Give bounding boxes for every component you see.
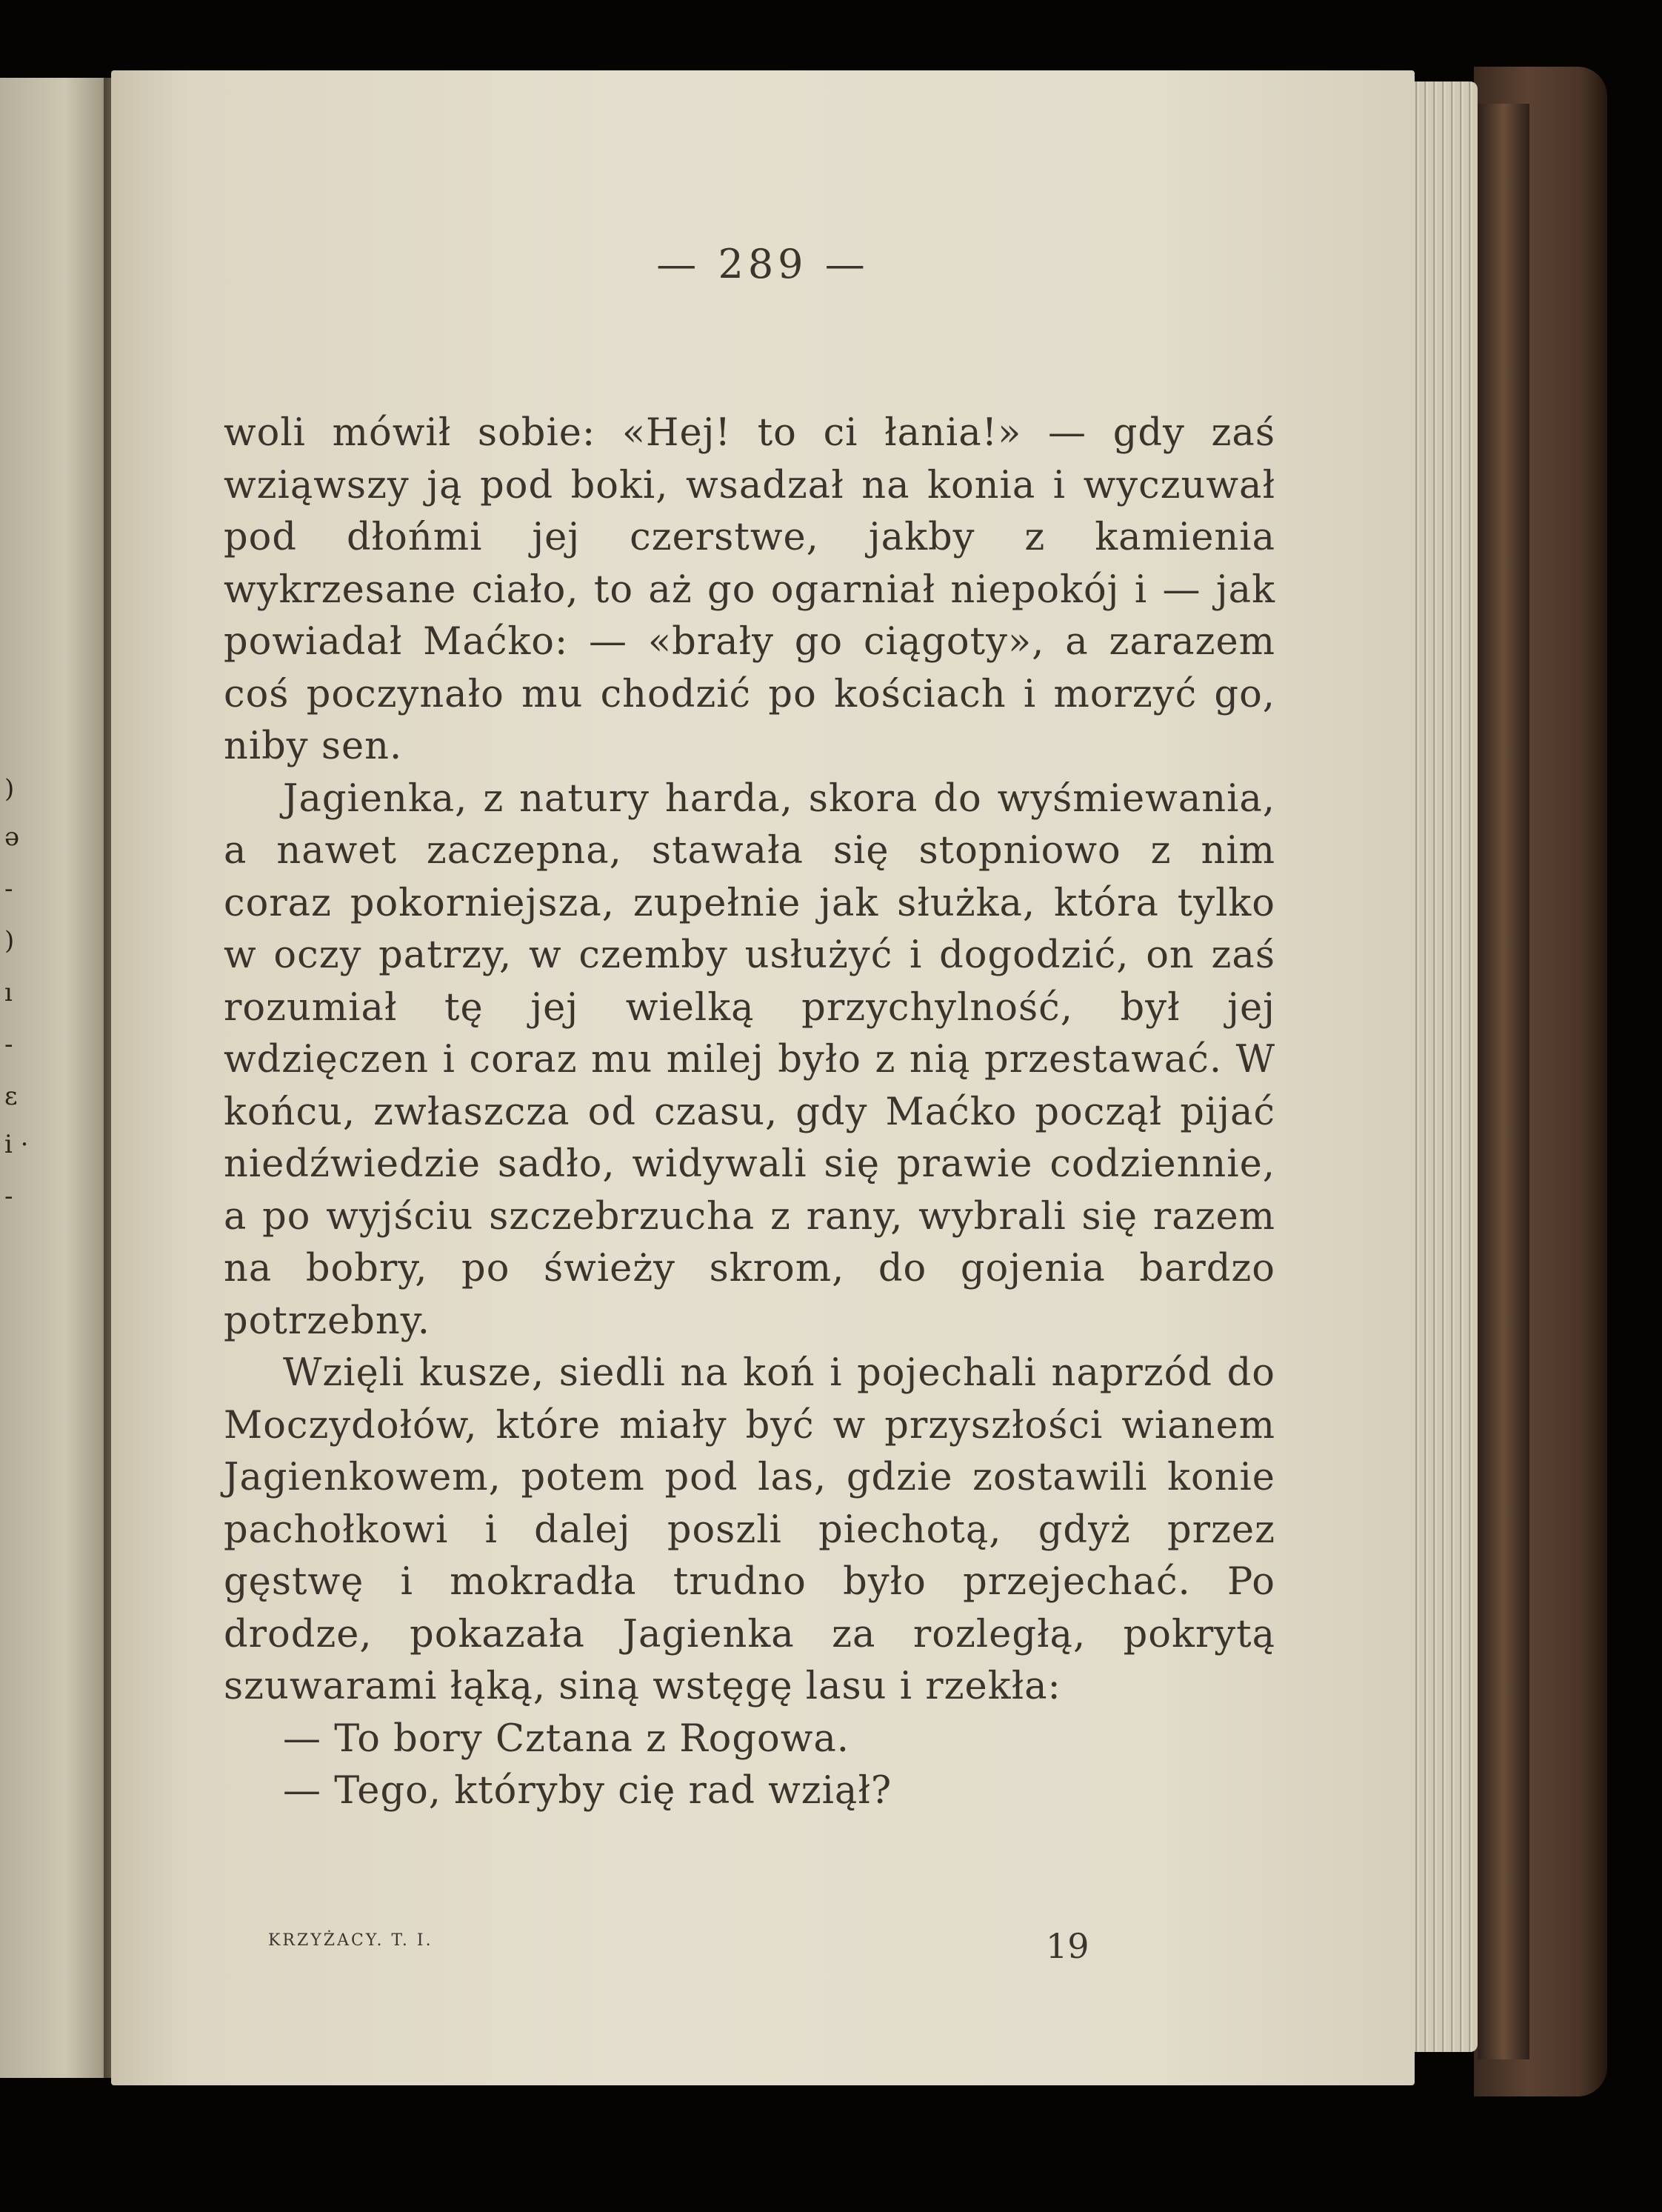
left-page-edge <box>0 78 119 2078</box>
left-page-mark: - <box>4 1182 13 1211</box>
dialog-line: — Tego, któryby cię rad wziął? <box>283 1769 892 1813</box>
page-edges <box>1411 81 1478 2052</box>
dialog-line: — To bory Cztana z Rogowa. <box>283 1716 850 1761</box>
left-page-mark: - <box>4 874 13 904</box>
book-page <box>111 70 1415 2085</box>
left-page-mark: ı <box>4 978 13 1007</box>
left-page-mark: ) <box>4 774 15 804</box>
page-body <box>224 407 1275 1818</box>
left-page-mark: ) <box>4 926 15 956</box>
paragraph: Wzięli kusze, siedli na koń i pojechali naprzód do Moczydołów, które miały być w przyszłości wianem Jagienkowem, potem pod las, gdzie zostawili konie pachołkowi i dalej poszli piechotą, gdyż przez gęstwę i mokradła trudno było przejechać. Po drodze, pokazała Jagienka za rozległą, pokrytą szuwarami łąką, siną wstęgę lasu i rzekła: <box>224 1351 1275 1708</box>
signature-mark: KRZYŻACY. T. I. <box>268 1931 433 1950</box>
left-page-mark: - <box>4 1030 13 1059</box>
left-page-mark: i · <box>4 1130 29 1159</box>
paragraph: Jagienka, z natury harda, skora do wyśmiewania, a nawet zaczepna, stawała się stopniowo z nim coraz pokorniejsza, zupełnie jak służka, która tylko w oczy patrzy, w czemby usłużyć i dogodzić, on zaś rozumiał tę jej wielką przychylność, był jej wdzięczen i coraz mu milej było z nią przestawać. W końcu, zwłaszcza od czasu, gdy Maćko począł pijać niedźwiedzie sadło, widywali się prawie codziennie, a po wyjściu szczebrzucha z rany, wybrali się razem na bobry, po świeży skrom, do gojenia bardzo potrzebny. <box>224 776 1275 1343</box>
page-header: — 289 — <box>656 241 870 287</box>
signature-number: 19 <box>1046 1926 1089 1966</box>
paragraph: woli mówił sobie: «Hej! to ci łania!» — gdy zaś wziąwszy ją pod boki, wsadzał na konia i wyczuwał pod dłońmi jej czerstwe, jakby z kamienia wykrzesane ciało, to aż go ogarniał niepokój i — jak powiadał Maćko: — «brały go ciągoty», a zarazem coś poczynało mu chodzić po kościach i morzyć go, niby sen. <box>224 411 1275 768</box>
left-page-mark: ɛ <box>4 1082 18 1111</box>
left-page-mark: ə <box>4 822 20 852</box>
book-cover-inner <box>1478 104 1529 2059</box>
